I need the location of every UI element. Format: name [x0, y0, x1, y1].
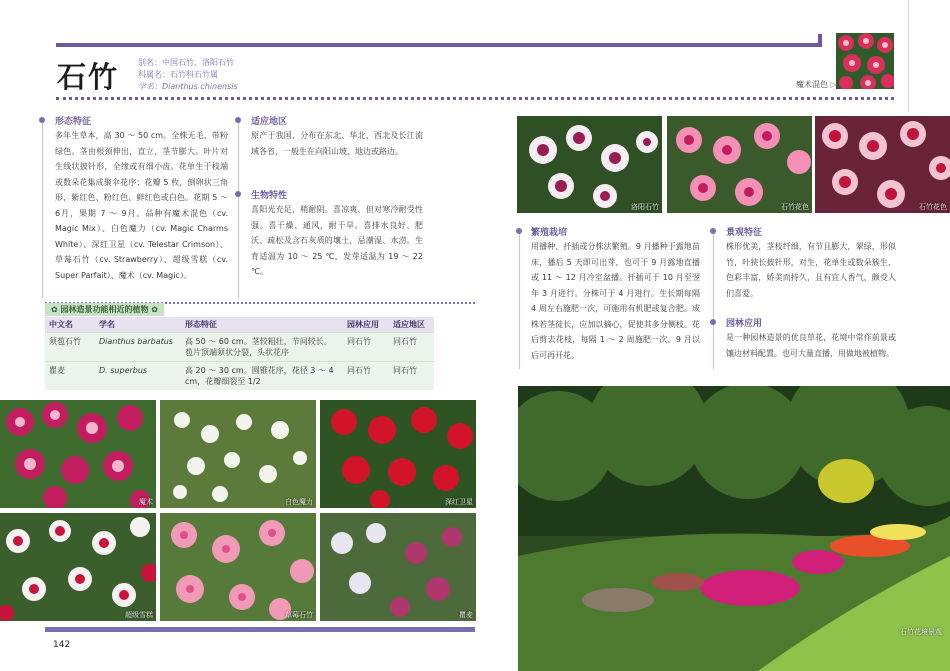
photo-dianthus-border-landscape: [518, 386, 950, 671]
photo-caption: 洛阳石竹: [631, 203, 659, 211]
flower-image: [160, 400, 316, 508]
table-header-cell: 园林应用: [343, 317, 389, 333]
section-bullet-icon: [516, 228, 522, 234]
section-bullet-icon: [235, 117, 241, 123]
photo-caption: 石竹花色: [919, 203, 947, 211]
family-line: 科属名：石竹科石竹属: [138, 70, 218, 79]
photo-caption: 石竹花境景观: [900, 628, 942, 636]
photo-caption: 瞿麦: [459, 611, 473, 619]
table-cell: 同石竹: [389, 333, 434, 362]
thumb-caption-text: 魔术混色: [796, 80, 828, 89]
flower-image: [815, 116, 950, 213]
flower-image: [0, 400, 156, 508]
photo-super-parfait: [0, 513, 156, 621]
thumb-caption: [796, 79, 837, 90]
photo-dianthus-color-2: [815, 116, 950, 213]
flower-image: [320, 513, 476, 621]
table-header-cell: 中文名: [45, 317, 95, 333]
table-header-row: [45, 317, 434, 333]
photo-caption: 石竹花色: [781, 203, 809, 211]
section-body-garden: 是一种园林造景的优良草花，花境中常作前景或镶边材料配置。也可大量直播，用做地被植物。: [726, 333, 896, 358]
bottom-rule: [45, 627, 475, 632]
photo-magic: [0, 400, 156, 508]
latin-line: 学名：Dianthus chinensis: [138, 82, 238, 91]
photo-luoyang-dianthus: [517, 116, 662, 213]
table-cell: 同石竹: [343, 333, 389, 362]
table-title: ✿ 园林造景功能相近的植物 ✿: [45, 303, 164, 316]
landscape-image: [518, 386, 950, 671]
section-bullet-icon: [235, 191, 241, 197]
flower-image: [160, 513, 316, 621]
section-heading-morphology: 形态特征: [55, 117, 92, 127]
photo-caption: 草莓石竹: [285, 611, 313, 619]
photo-caption: 白色魔力: [285, 498, 313, 506]
section-heading-region: 适应地区: [251, 117, 288, 127]
table-cell: 高 20 ～ 30 cm。圆锥花序，花径 3 ～ 4 cm，花瓣细裂至 1/2: [181, 362, 343, 391]
table-cell: 须苞石竹: [45, 333, 95, 362]
section-heading-garden: 园林应用: [726, 319, 763, 329]
flower-image: [667, 116, 812, 213]
photo-white-charms: [160, 400, 316, 508]
section-bullet-icon: [710, 228, 716, 234]
photo-caption: 深红卫星: [445, 498, 473, 506]
table-header-cell: 形态特征: [181, 317, 343, 333]
section-body-morphology: 多年生草本，高 30 ～ 50 cm。全株无毛，带粉绿色。茎由根颈伸出，直立，茎节膨大。叶片对生线状披针形，全缘或有细小齿。花单生于枝端或数朵花集成聚伞花序；花瓣 5 枚，倒卵状三角形，紫红色、粉红色、鲜红色或白色。花期 5 ～ 6月，果期 7 ～ 9月。品种有魔术混色（cv. Magic Mix）、白色魔力（cv. Magic Charms White）、深红卫星（cv. Telestar Crimson）、草莓石竹（cv. Strawberry）、超级雪糕（cv. Super Parfait）、魔术（cv. Magic）。: [55, 131, 228, 280]
caret-right-icon: ▷: [830, 80, 837, 89]
related-plants-table: [45, 317, 434, 390]
section-body-ornamental: 株形优美，茎枝纤细，有节且膨大，翠绿，形似竹，叶狭长披针形，对生，花单生或数朵簇生，色彩丰富，娇美而持久，且有宜人香气，颇受人们喜爱。: [726, 242, 896, 298]
table-cell: 同石竹: [389, 362, 434, 391]
column-rule: [42, 118, 43, 298]
column-rule: [238, 118, 239, 298]
page-spine: [908, 0, 909, 112]
table-row: [45, 333, 434, 362]
section-heading-biology: 生物特性: [251, 191, 288, 201]
table-cell: 同石竹: [343, 362, 389, 391]
table-row: [45, 362, 434, 391]
alias-line: 别名：中国石竹、洛阳石竹: [138, 58, 234, 67]
thumb-photo: [836, 33, 894, 89]
table-cell: D. superbus: [95, 362, 181, 391]
section-body-region: 原产于我国，分布在东北、华北、西北及长江流域各省，一般生在向阳山坡、地边或路边。: [251, 131, 423, 156]
flower-image: [320, 400, 476, 508]
table-cell: 高 50 ～ 60 cm。茎较粗壮，节间较长。苞片顶端须状分裂，头状花序: [181, 333, 343, 362]
dotted-divider: [56, 97, 894, 100]
flower-image: [517, 116, 662, 213]
photo-caption: 超级雪糕: [125, 611, 153, 619]
photo-telestar-crimson: [320, 400, 476, 508]
section-bullet-icon: [39, 117, 45, 123]
page-number: 142: [53, 640, 71, 650]
table-cell: Dianthus barbatus: [95, 333, 181, 362]
section-heading-ornamental: 景观特征: [726, 228, 763, 238]
plant-names: [138, 57, 238, 93]
section-body-propagation: 用播种、扦插或分株法繁殖。9 月播种于露地苗床，播后 5 天即可出芽，也可于 9 月露地直播或 11 ～ 12 月冷室盆播。扦插可于 10 月至翌年 3 月进行。分株可于 4 月进行。生长期每隔 4 周左右施肥一次，可施用有机肥或复合肥。成株若茎徒长，应加以摘心，促使其多分侧枝。花后剪去花枝，每隔 1 ～ 2 周施肥一次，9 月以后可再开花。: [531, 242, 700, 360]
table-header-cell: 适应地区: [389, 317, 434, 333]
section-bullet-icon: [710, 319, 716, 325]
section-body-biology: 喜阳光充足，稍耐阴。喜凉爽，但对寒冷耐受性强。喜干燥、通风，耐干旱。喜排水良好、肥沃、疏松及含石灰质的壤土，忌潮湿、水涝。生育适温为 10 ～ 25 ℃，发芽适温为 19 ～ 22 ℃。: [251, 205, 423, 276]
top-rule: [56, 43, 822, 47]
column-rule: [519, 229, 520, 369]
page-title: 石竹: [57, 60, 120, 94]
flower-image: [0, 513, 156, 621]
column-rule: [713, 229, 714, 369]
section-heading-propagation: 繁殖栽培: [531, 228, 568, 238]
table-header-cell: 学名: [95, 317, 181, 333]
photo-dianthus-color-1: [667, 116, 812, 213]
photo-superbus: [320, 513, 476, 621]
photo-strawberry: [160, 513, 316, 621]
top-rule-cap: [818, 34, 822, 47]
table-cell: 瞿麦: [45, 362, 95, 391]
photo-caption: 魔术: [139, 498, 153, 506]
